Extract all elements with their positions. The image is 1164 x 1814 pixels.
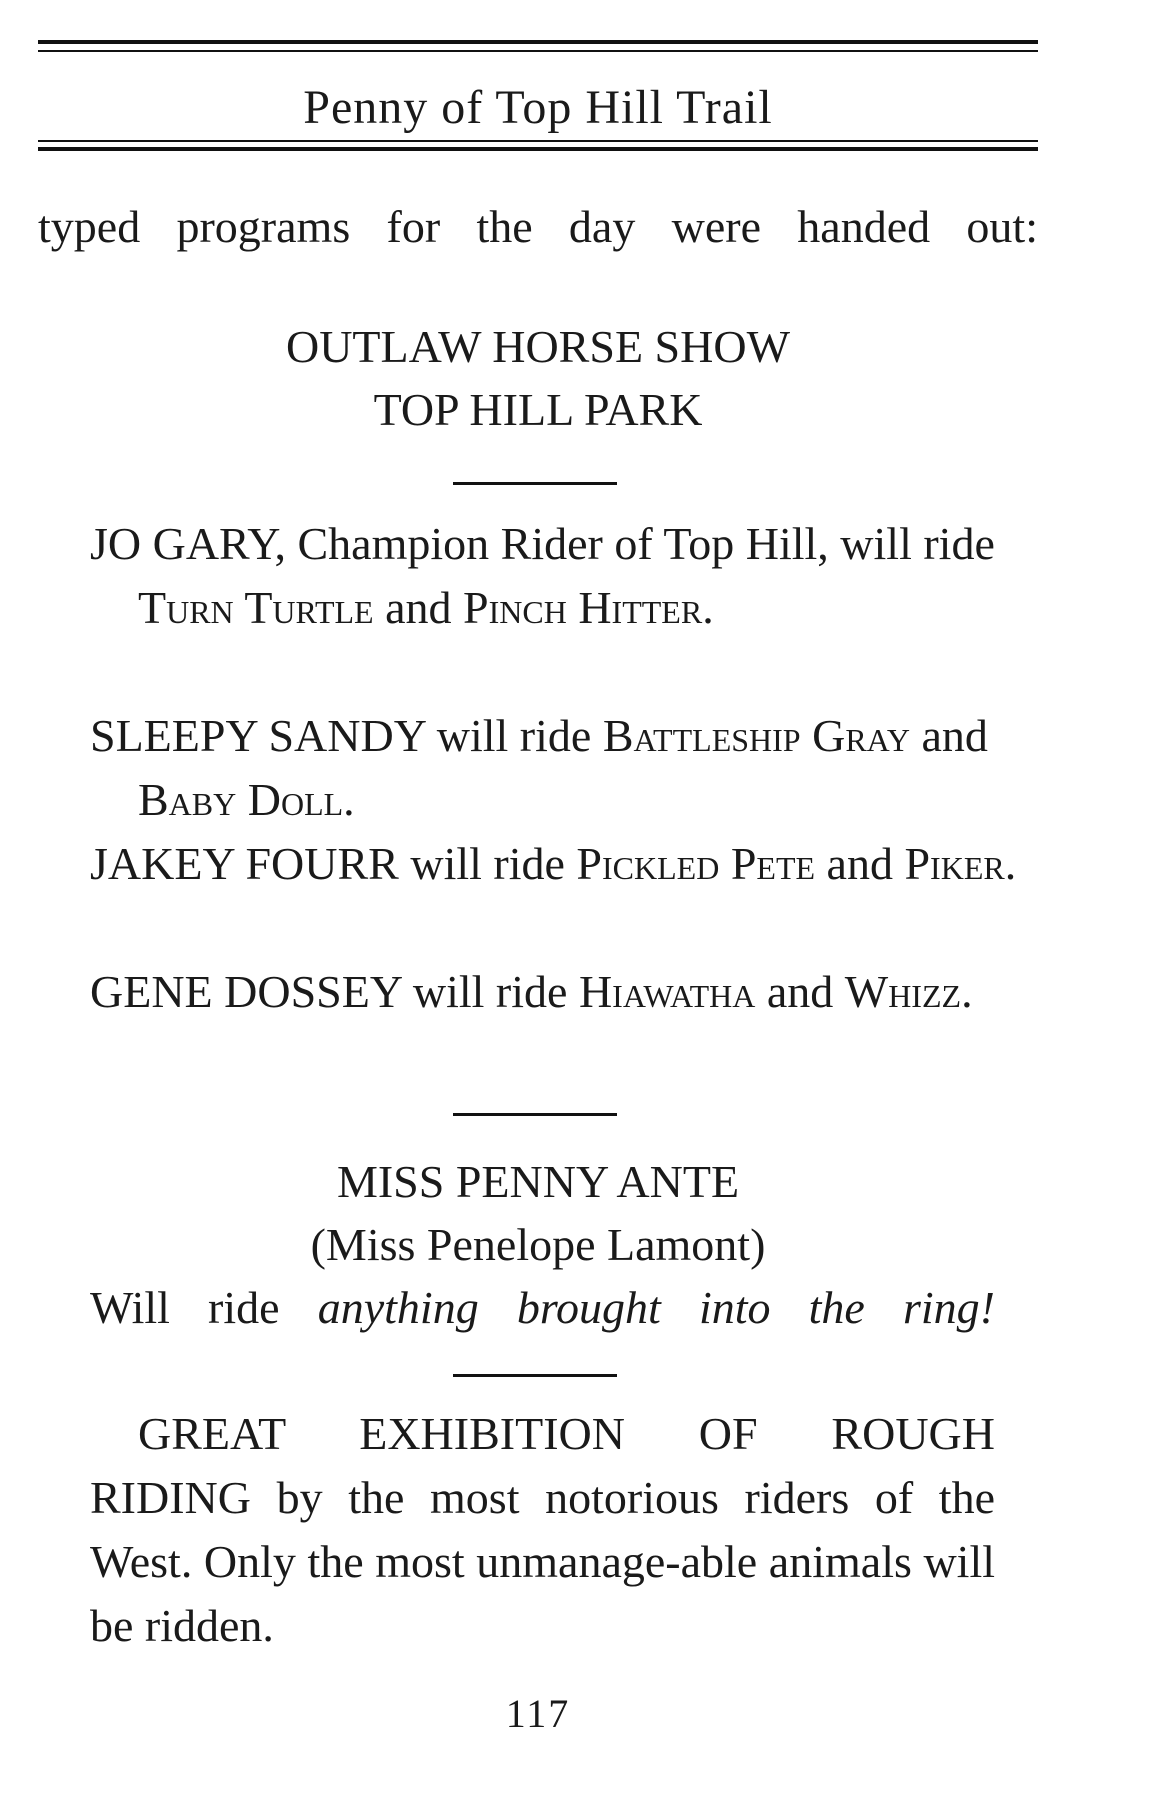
horse-name: Pinch Hitter <box>463 582 703 633</box>
rider-name: GENE DOSSEY <box>90 966 402 1017</box>
program-entry-gene-dossey <box>90 960 1043 1024</box>
header-rule-bottom-thin <box>38 140 1038 142</box>
rider-name: JO GARY, <box>90 518 286 569</box>
horse-name: Turn Turtle <box>138 582 374 633</box>
horse-name: Piker <box>904 838 1005 889</box>
page-number: 117 <box>505 1691 571 1736</box>
intro-line: typed programs for the day were handed out: <box>38 201 1038 252</box>
entry-conjunction: and <box>373 582 464 633</box>
entry-conjunction: and <box>909 710 988 761</box>
horse-name: Pickled Pete <box>576 838 816 889</box>
header-rule-top-thick <box>38 40 1038 44</box>
entry-end: . <box>702 582 714 633</box>
entry-end: . <box>1004 838 1017 889</box>
exhibition-line1: GREAT EXHIBITION OF ROUGH <box>138 1408 995 1459</box>
entry-text: will ride <box>398 838 577 889</box>
entry-conjunction: and <box>815 838 905 889</box>
horse-name: Baby Doll <box>138 774 344 825</box>
entry-conjunction: and <box>755 966 845 1017</box>
horse-name: Battleship Gray <box>602 710 910 761</box>
entry-text: will ride <box>425 710 603 761</box>
entry-text: Champion Rider of Top Hill, will ride <box>286 518 995 569</box>
exhibition-text: RIDING by the most notorious riders of the West. Only the most unmanage-able animals will be ridden. <box>90 1472 995 1651</box>
feature-line-plain: Will ride <box>90 1282 318 1333</box>
program-title-line2: TOP HILL PARK <box>373 384 703 435</box>
header-rule-bottom-thick <box>38 147 1038 151</box>
rider-name: SLEEPY SANDY <box>90 710 426 761</box>
feature-line-italic: anything brought into the ring! <box>317 1282 995 1333</box>
program-title-line1: OUTLAW HORSE SHOW <box>285 321 790 372</box>
running-title: Penny of Top Hill Trail <box>303 81 773 134</box>
entry-text: will ride <box>401 966 579 1017</box>
horse-name: Whizz <box>844 966 962 1017</box>
feature-line <box>90 1276 995 1340</box>
entry-end: . <box>961 966 973 1017</box>
program-entry-sleepy-sandy <box>90 704 1043 832</box>
feature-subtitle: (Miss Penelope Lamont) <box>310 1219 766 1270</box>
header-rule-top-thin <box>38 50 1038 52</box>
program-entry-jo-gary <box>90 512 1043 640</box>
section-divider-3 <box>453 1374 617 1377</box>
section-divider-1 <box>453 482 617 485</box>
rider-name: JAKEY FOURR <box>90 838 399 889</box>
feature-title: MISS PENNY ANTE <box>336 1156 740 1207</box>
entry-end: . <box>343 774 355 825</box>
section-divider-2 <box>453 1113 617 1116</box>
program-entry-jakey-fourr <box>90 832 1043 896</box>
horse-name: Hiawatha <box>578 966 756 1017</box>
